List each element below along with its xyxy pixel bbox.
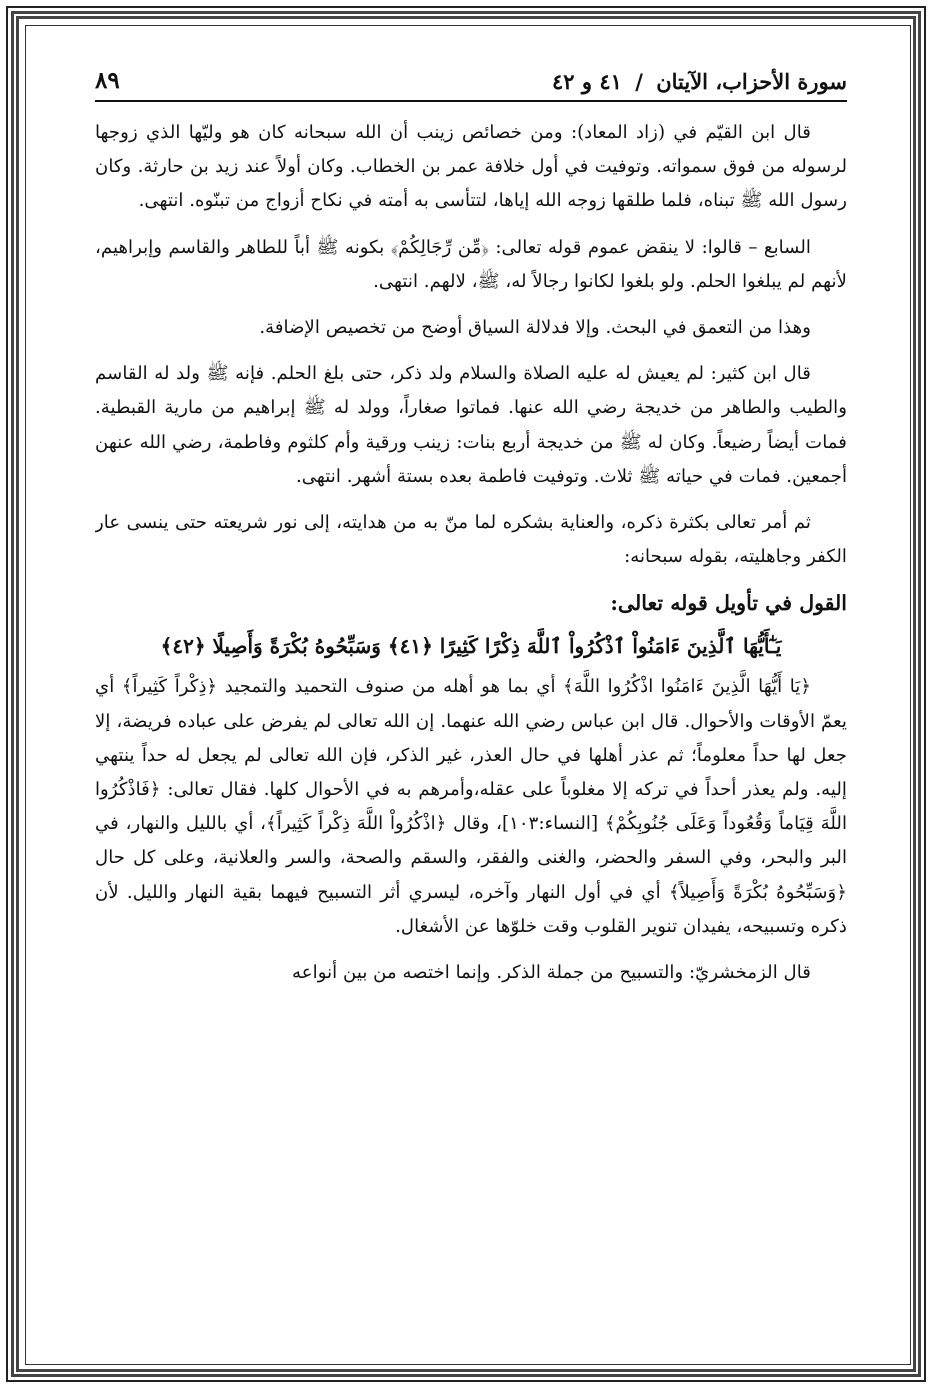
paragraph-seventh: السابع – قالوا: لا ينقض عموم قوله تعالى: ﴿مِّن رِّجَالِكُمْ﴾ بكونه ﷺ أباً للطاهر والقاسم وإبراهيم، لأنهم لم يبلغوا الحلم. ولو بلغوا لكانوا رجالاً له، ﷺ، لالهم. انتهى. [95,236,847,292]
paragraph-transition: ثم أمر تعالى بكثرة ذكره، والعناية بشكره لما منّ به من هدايته، إلى نور شريعته حتى ينسى عار الكفر وجاهليته، بقوله سبحانه: [95,512,847,568]
quran-verse: يَـٰٓأَيُّهَا ٱلَّذِينَ ءَامَنُواْ ٱذْكُرُواْ ٱللَّهَ ذِكْرًا كَثِيرًا ﴿٤١﴾ وَسَبِّحُوهُ بُكْرَةً وَأَصِيلًا ﴿٤٢﴾ [160,634,782,659]
paragraph-zamakhshari: قال الزمخشريّ: والتسبيح من جملة الذكر. وإنما اختصه من بين أنواعه [292,962,811,984]
ayat-numbers: ٤١ و ٤٢ [552,69,622,94]
page-number: ٨٩ [95,67,120,94]
book-page [95,60,847,1360]
paragraph-commentary: ﴿يَا أَيُّهَا الَّذِينَ ءَامَنُوا اذْكُرُوا اللَّهَ﴾ أي بما هو أهله من صنوف التحميد والتمجيد ﴿ذِكْراً كَثِيراً﴾ أي يعمّ الأوقات والأحوال. قال ابن عباس رضي الله عنهما. إن الله تعالى لم يفرض على عباده فريضة، إلا جعل لها حداً معلوماً؛ ثم عذر أهلها في حال العذر، غير الذكر، فإن الله تعالى لم يجعل له حداً ينتهي إليه. ولم يعذر أحداً في تركه إلا مغلوباً على عقله،وأمرهم به في الأحوال كلها. فقال تعالى: ﴿فَاذْكُرُوا اللَّهَ قِيَاماً وَقُعُوداً وَعَلَى جُنُوبِكُمْ﴾ [النساء:١٠٣]، وقال ﴿اذْكُرُواْ اللَّهَ ذِكْراً كَثِيراً﴾، أي بالليل والنهار، في البر والبحر، وفي السفر والحضر، والغنى والفقر، والسقم والصحة، والسر والعلانية، وعلى كل حال ﴿وَسَبِّحُوهُ بُكْرَةً وَأَصِيلاً﴾ أي في أول النهار وآخره، ليسري أثر التسبيح فيهما بقية النهار والليل. لأن ذكره وتسبيحه، يفيدان تنوير القلوب وقت خلوّها عن الأشغال. [95,676,847,937]
paragraph-ibn-qayyim: قال ابن القيّم في (زاد المعاد): ومن خصائص زينب أن الله سبحانه كان هو وليّها الذي زوجها لرسوله من فوق سمواته. وتوفيت في أول خلافة عمر بن الخطاب. وكان أولاً عند زيد بن حارثة. وكان رسول الله ﷺ تبناه، فلما طلقها زوجه الله إياها، لتتأسى به أمته في نكاح أزواج من تبنّوه. انتهى. [95,122,847,212]
paragraph-deep-study: وهذا من التعمق في البحث. وإلا فدلالة السياق أوضح من تخصيص الإضافة. [259,317,811,339]
section-heading: القول في تأويل قوله تعالى: [610,591,847,616]
running-title [552,69,847,94]
surah-title: سورة الأحزاب، الآيتان [656,69,847,94]
title-separator: / [635,69,643,94]
running-header [95,60,847,102]
paragraph-ibn-kathir: قال ابن كثير: لم يعيش له عليه الصلاة والسلام ولد ذكر، حتى بلغ الحلم. فإنه ﷺ ولد له القاسم والطيب والطاهر من خديجة رضي الله عنها. فماتوا صغاراً، وولد له ﷺ إبراهيم من مارية القبطية. فمات أيضاً رضيعاً. وكان له ﷺ من خديجة أربع بنات: زينب ورقية وأم كلثوم وفاطمة، رضي الله عنهن أجمعين. فمات في حياته ﷺ ثلاث. وتوفيت فاطمة بعده بستة أشهر. انتهى. [95,363,847,487]
